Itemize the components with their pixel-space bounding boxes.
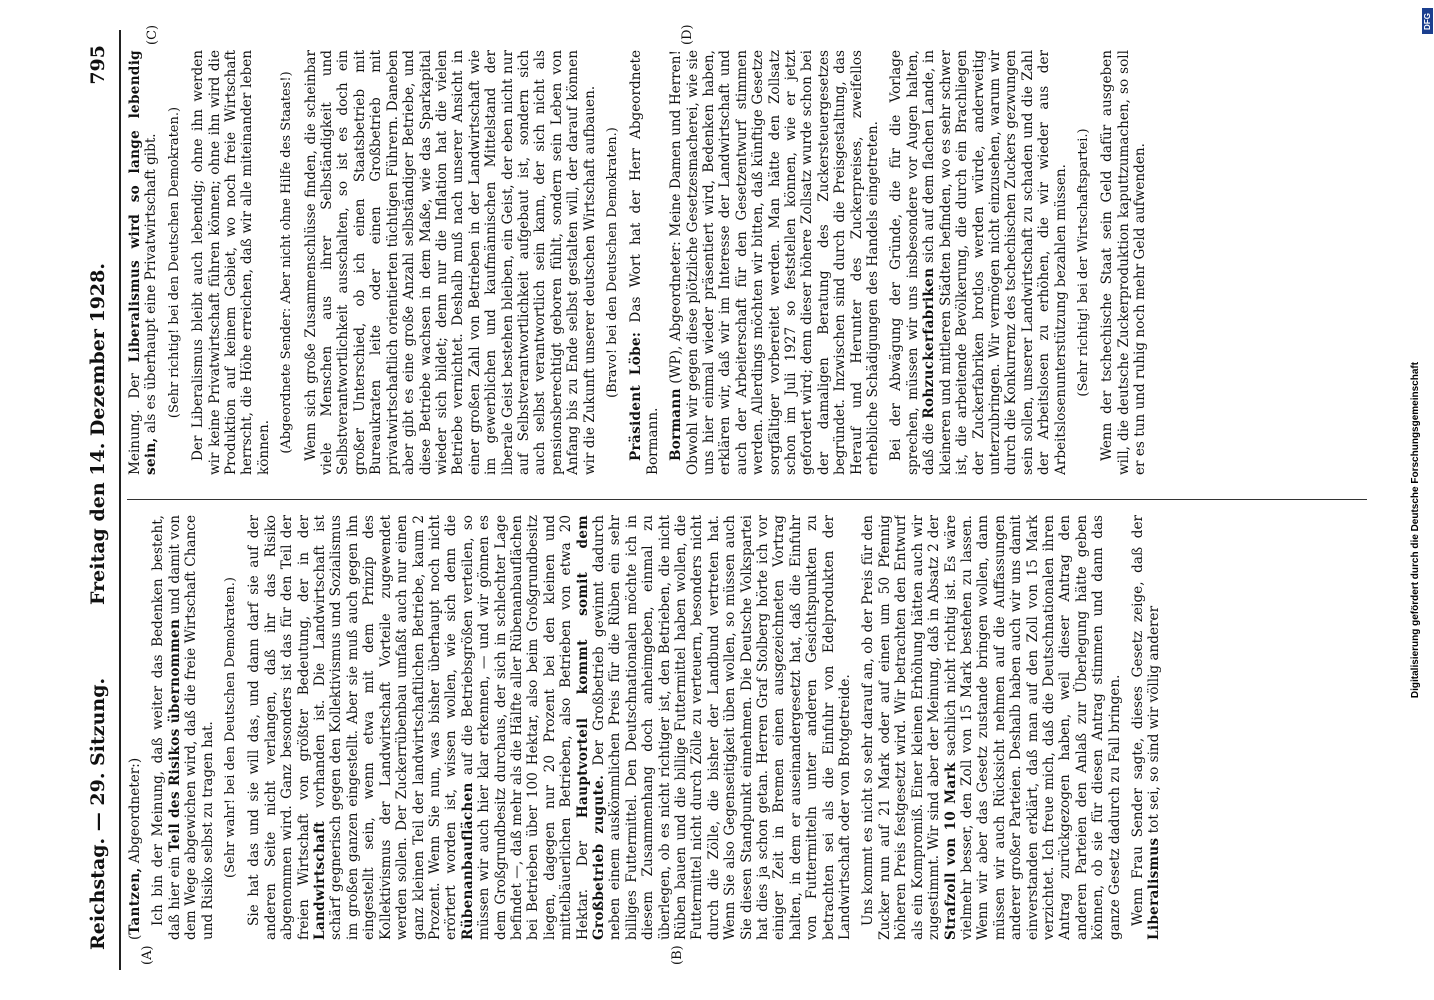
paragraph: Bormann (WP), Abgeordneter: Meine Damen und Herren! Obwohl wir gegen diese plötzliche Gesetzesmacherei, wie sie uns hier einmal wieder präsentiert wird, Bedenken haben, erklären wir, daß wir im Interesse der Landwirtschaft und auch der Arbeiterschaft für den Gesetzentwurf stimmen werden. Allerdings möchten wir bitten, daß künftige Gesetze sorgfältiger vorbereitet werden. Man hätte den Zollsatz schon im Juli 1927 so feststellen können, wie er jetzt gefordert wird; denn dieser höhere Zollsatz wurde schon bei der damaligen Beratung des Zuckersteuergesetzes begründet. Inzwischen sind durch die Preisgestaltung, das Herauf und Herunter des Zuckerpreises, zweifellos erhebliche Schädigungen des Handels eingetreten. <box>668 50 882 475</box>
margin-marker-b: (B) <box>670 945 685 965</box>
interjection: (Abgeordnete Sender: Aber nicht ohne Hilfe des Staates!) <box>279 71 295 454</box>
dfg-logo: DFG <box>1422 8 1433 34</box>
paragraph: Wenn Frau Sender sagte, dieses Gesetz zeige, daß der Liberalismus tot sei, so sind wir völlig anderer <box>1129 515 1163 940</box>
paragraph: Bei der Abwägung der Gründe, die für die Vorlage sprechen, müssen wir uns insbesondere vor Augen halten, daß die Rohzuckerfabriken sich auf dem flachen Lande, in kleineren und mittleren Städten befinden, wo es sehr schwer ist, die arbeitende Bevölkerung, die durch ein Brachliegen der Zuckerfabriken brotlos werden würde, anderweitig unterzubringen. Wir vermögen nicht einzusehen, warum wir durch die Konkurrenz des tschechischen Zuckers gezwungen sein sollen, unserer Landwirtschaft zu schaden und die Zahl der Arbeitslosen zu erhöhen, die wir wieder aus der Arbeitslosenunterstützung bezahlen müssen. <box>888 50 1069 475</box>
speaker-name: Tantzen, <box>127 867 143 935</box>
paragraph: Wenn sich große Zusammenschlüsse finden, die scheinbar viele Menschen aus ihrer Selbständigkeit und Selbstverantwortlichkeit ausschalten, so ist es doch ein großer Unterschied, ob ich einen Staatsbetrieb mit Bureaukraten leite oder einen Großbetrieb mit privatwirtschaftlich orientierten tüchtigen Führern. Daneben aber gibt es eine große Anzahl selbständiger Betriebe, und diese Betriebe wachsen in dem Maße, wie das Sparkapital wieder sich bildet; denn nur die Inflation hat die vielen Betriebe vernichtet. Deshalb muß nach unserer Ansicht in einer großen Zahl von Betrieben in der Landwirtschaft wie im gewerblichen und kaufmännischen Mittelstand der liberale Geist bestehen bleiben, ein Geist, der eben nicht nur auf Selbstverantwortlichkeit aufgebaut ist, sondern sich auch selbst verantwortlich sein kann, der sich nicht als pensionsberechtigt geboren fühlt, sondern sein Leben von Anfang bis zu Ende selbst gestalten will, der darauf können wir die Zukunft unserer deutschen Wirtschaft aufbauen. <box>302 50 598 475</box>
paragraph: Uns kommt es nicht so sehr darauf an, ob der Preis für den Zucker nun auf 21 Mark oder auf einen um 50 Pfennig höheren Preis festgesetzt wird. Wir betrachten den Entwurf als ein Kompromiß. Einer kleinen Erhöhung hätten auch wir zugestimmt. Wir sind aber der Meinung, daß in Absatz 2 der Strafzoll von 10 Mark sachlich nicht richtig ist. Es wäre vielmehr besser, den Zoll von 15 Mark bestehen zu lassen. Wenn wir aber das Gesetz zustande bringen wollen, dann müssen wir auch Rücksicht nehmen auf die Auffassungen anderer großer Parteien. Deshalb haben auch wir uns damit einverstanden erklärt, daß man auf den Zoll von 15 Mark verzichtet. Ich freue mich, daß die Deutschnationalen ihren Antrag zurückgezogen haben, weil dieser Antrag den anderen Parteien den Anlaß zur Überlegung hätte geben können, ob sie für diesen Antrag stimmen und dann das ganze Gesetz dadurch zu Fall bringen. <box>860 515 1123 940</box>
rotated-page <box>85 24 1385 970</box>
interjection: (Sehr wahr! bei den Deutschen Demokraten.) <box>223 577 239 878</box>
paragraph: Meinung. Der Liberalismus wird so lange lebendig sein, als es überhaupt eine Privatwirtschaft gibt. <box>127 50 160 475</box>
right-column <box>127 50 1367 475</box>
interjection: (Bravo! bei den Deutschen Demokraten.) <box>604 127 620 398</box>
bold-phrase: Teil des Risikos übernommen <box>166 618 183 852</box>
paragraph: Ich bin der Meinung, daß weiter das Bedenken besteht, daß hier ein Teil des Risikos übernommen und damit von dem Wege abgewichen wird, daß die freie Wirtschaft Chance und Risiko selbst zu tragen hat. <box>150 515 216 940</box>
page-number: 795 <box>87 45 109 85</box>
left-column <box>127 515 1367 940</box>
digitization-sidebar <box>1410 0 1434 1000</box>
margin-marker-c: (C) <box>145 24 160 45</box>
interjection: (Sehr richtig! bei den Deutschen Demokraten.) <box>166 106 182 419</box>
paragraph: Wenn der tschechische Staat sein Geld dafür ausgeben will, die deutsche Zuckerproduktion kaputtzumachen, so soll er es tun und ruhig noch mehr Geld aufwenden. <box>1099 50 1149 475</box>
paragraph: Der Liberalismus bleibt auch lebendig; ohne ihn werden wir keine Privatwirtschaft führen können; ohne ihn wird die Produktion auf keinem Gebiet, wo noch freie Wirtschaft herrscht, die Höhe erreichen, daß wir alle miteinander leben können. <box>190 50 272 475</box>
paragraph: Sie hat das und sie will das, und dann darf sie auf der anderen Seite nicht verlangen, daß ihr das Risiko abgenommen wird. Ganz besonders ist das für den Teil der freien Wirtschaft von größter Bedeutung, der in der Landwirtschaft vorhanden ist. Die Landwirtschaft ist schärf gegnerisch gegen den Kollektivismus und Sozialismus im großen ganzen eingestellt. Aber sie muß auch gegen ihn eingestellt sein, wenn etwa mit dem Prinzip des Kollektivismus der Landwirtschaft Vorteile zugewendet werden sollen. Der Zuckerrübenbau umfaßt auch nur einen ganz kleinen Teil der landwirtschaftlichen Betriebe, kaum 2 Prozent. Wenn Sie nun, was bisher überhaupt noch nicht erörtert worden ist, wissen wollen, wie sich denn die Rübenanbauflächen auf die Betriebsgrößen verteilen, so müssen wir auch hier klar erkennen, — und wir gönnen es dem Großgrundbesitz durchaus, der sich in schlechter Lage befindet —, daß mehr als die Hälfte aller Rübenanbauflächen bei Betrieben über 100 Hektar, also beim Großgrundbesitz liegen, dagegen nur 20 Prozent bei den kleinen und mittelbäuerlichen Betrieben, also Betrieben von etwa 20 Hektar. Der Hauptvorteil kommt somit dem Großbetrieb zugute. Der Großbetrieb gewinnt dadurch neben einem auskömmlichen Preis für die Rüben ein sehr billiges Futtermittel. Den Deutschnationalen möchte ich in diesem Zusammenhang doch anheimgeben, einmal zu überlegen, ob es nicht richtiger ist, den Betrieben, die nicht Rüben bauen und die billige Futtermittel haben wollen, die Futtermittel nicht durch Zölle zu verteuern, besonders nicht durch die Zölle, die bisher der Landbund vertreten hat. Wenn Sie also Gegenseitigkeit üben wollen, so müssen auch Sie diesen Standpunkt einnehmen. Die Deutsche Volkspartei hat dies ja schon getan. Herren Graf Stolberg hörte ich vor einiger Zeit in Bremen einen ausgezeichneten Vortrag halten, in dem er auseinandergesetzt hat, daß die Einfuhr von Futtermitteln unter anderen Gesichtspunkten zu betrachten sei als die Einfuhr von Edelprodukten der Landwirtschaft oder von Brotgetreide. <box>246 515 854 940</box>
margin-marker-a: (A) <box>140 945 155 965</box>
speaker-role: Abgeordneter: <box>127 763 143 864</box>
header-rule <box>119 30 121 970</box>
session-title: Reichstag. — 29. Sitzung. <box>87 677 109 950</box>
president-line: Präsident Löbe: Das Wort hat der Herr Abgeordnete Bormann. <box>628 50 661 475</box>
date-title: Freitag den 14. Dezember 1928. <box>87 263 109 605</box>
column-divider <box>127 499 1367 500</box>
funding-note: Digitalisierung gefördert durch die Deutsche Forschungsgemeinschaft <box>1410 361 1421 699</box>
margin-marker-d: (D) <box>680 24 695 45</box>
interjection: (Sehr richtig! bei der Wirtschaftspartei.) <box>1075 128 1091 397</box>
speaker-line: (Tantzen, Abgeordneter:) <box>127 757 143 940</box>
